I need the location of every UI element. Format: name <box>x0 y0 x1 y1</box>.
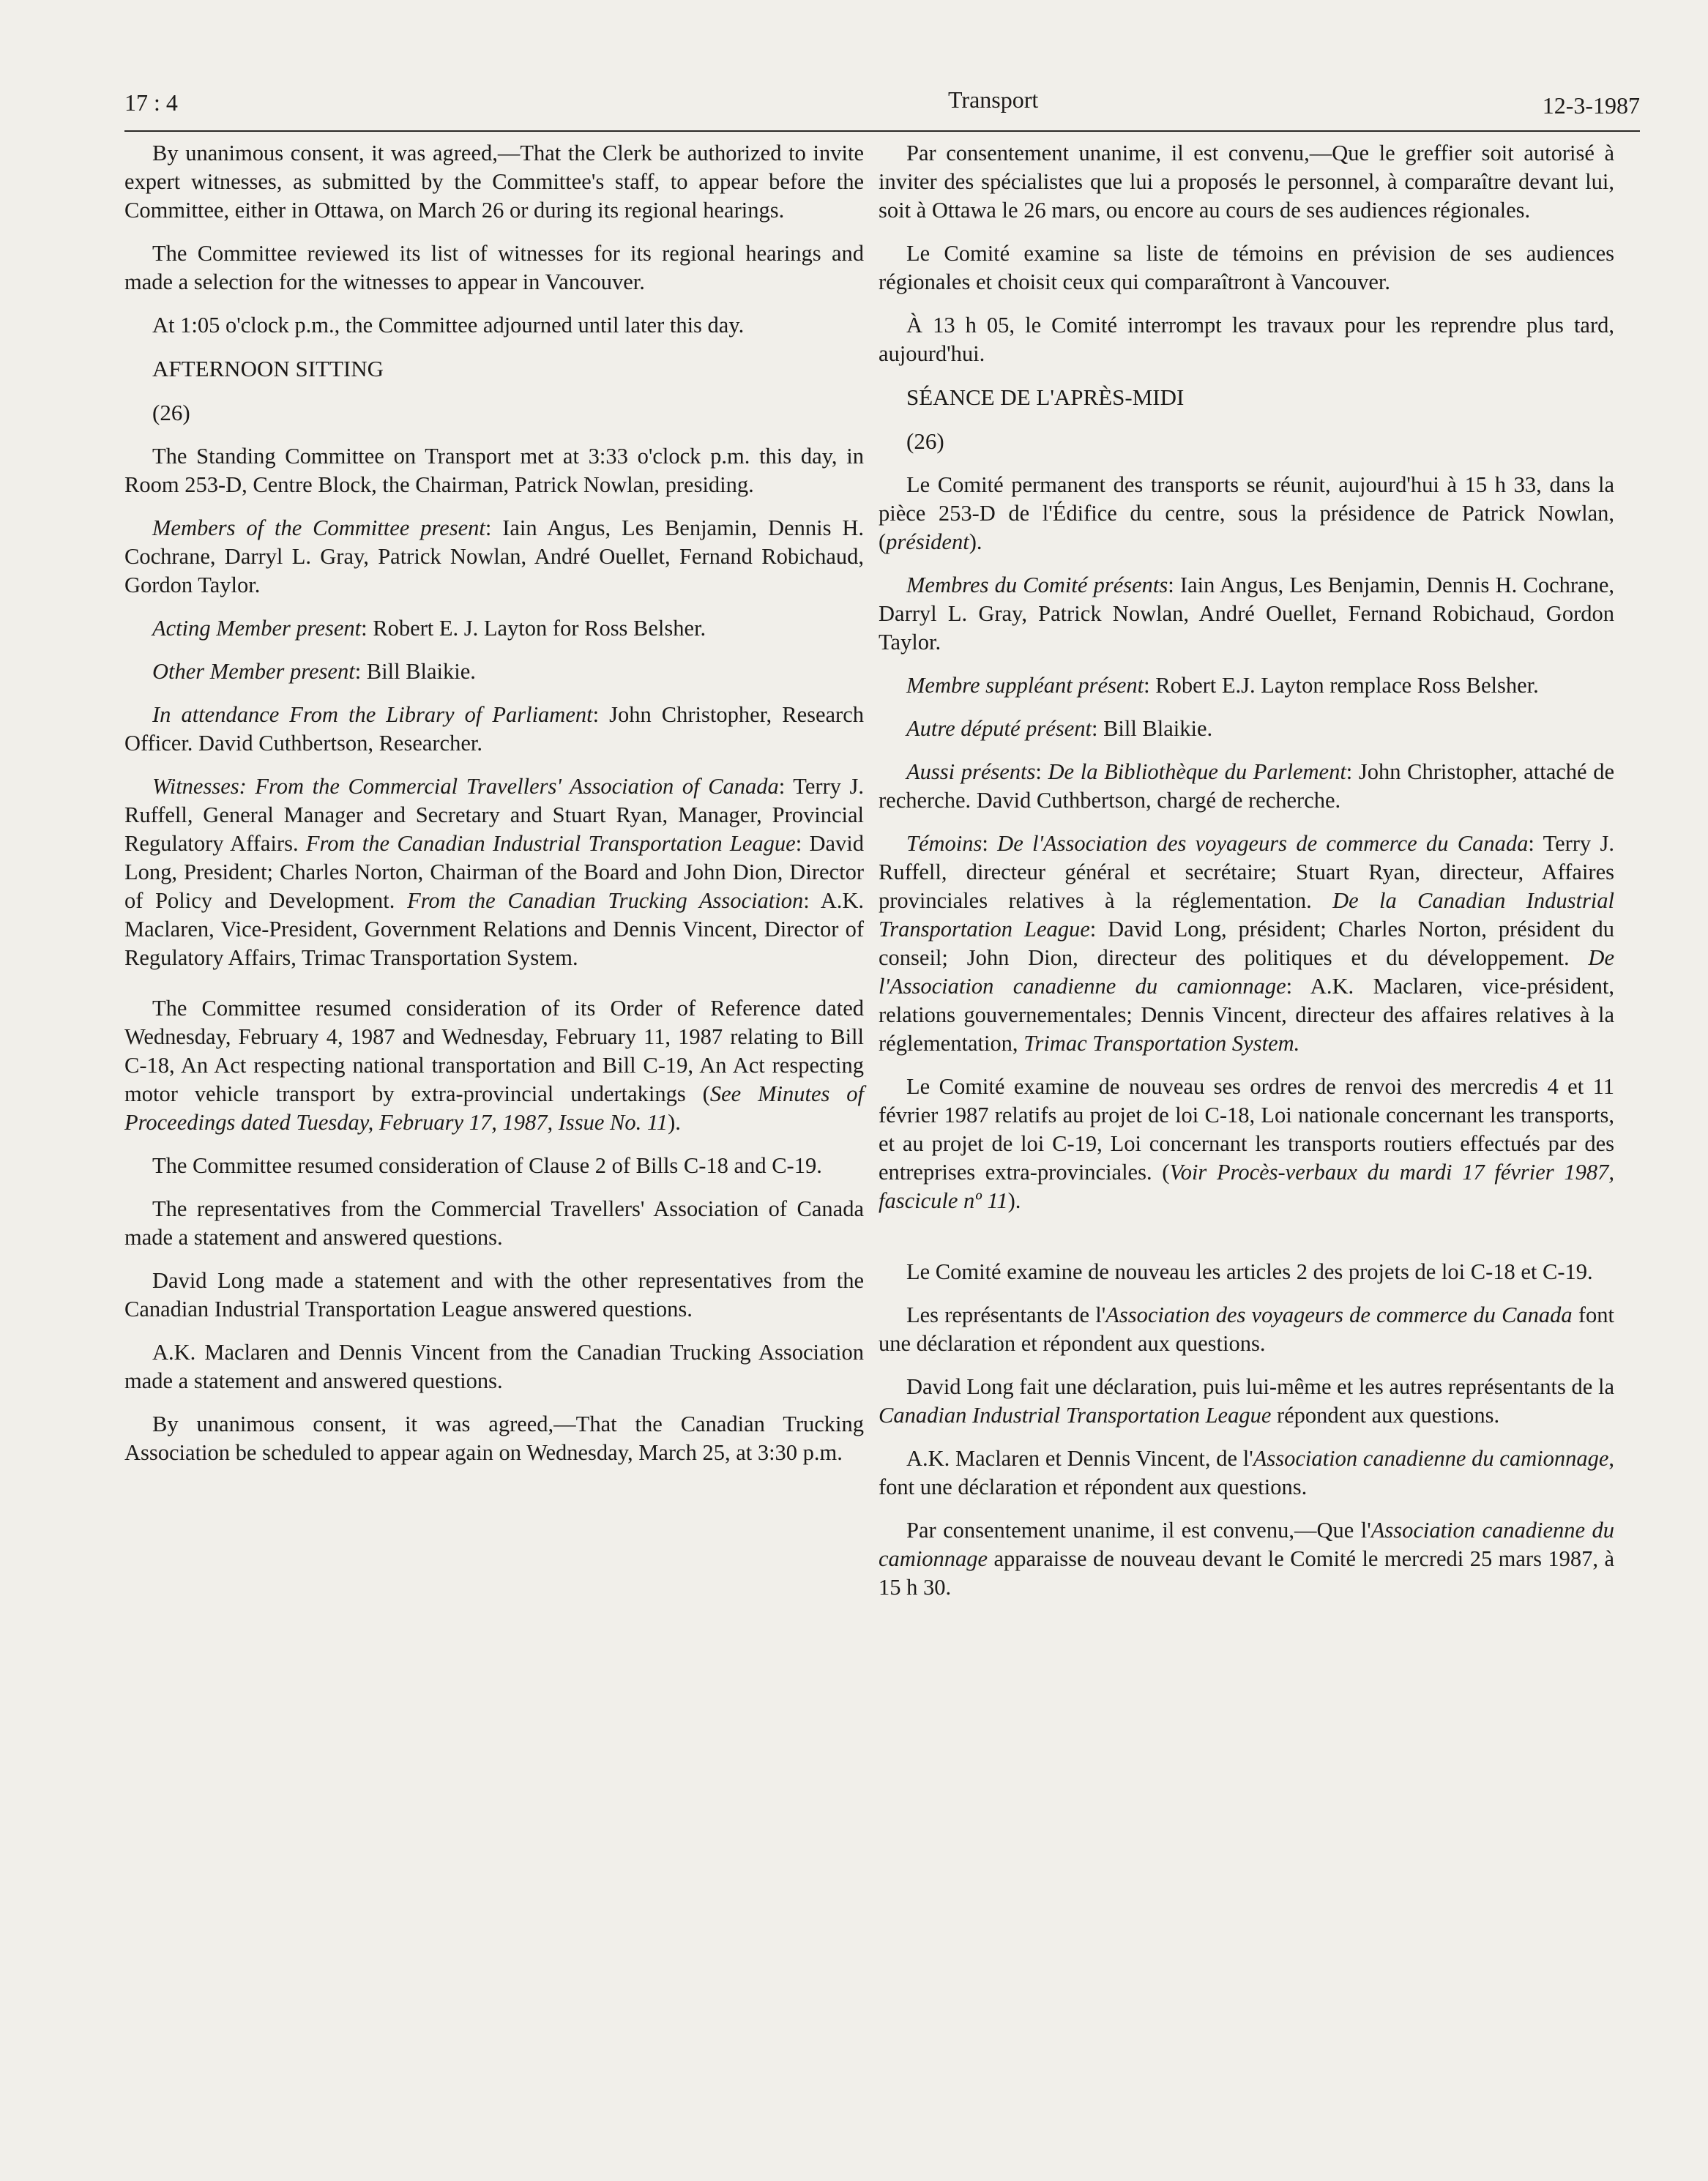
fr-paragraph-4 <box>879 471 1614 556</box>
en-attendance-text: : John Christopher, Research Officer. David Cuthbertson, Researcher. <box>124 702 864 756</box>
fr-p4-text: Le Comité permanent des transports se réunit, aujourd'hui à 15 h 33, dans la pièce 253-D de l'Édifice du centre, sous la présidence de Patrick Nowlan, ( <box>879 472 1614 554</box>
en-paragraph-5 <box>124 994 864 1137</box>
en-witnesses <box>124 772 864 972</box>
en-paragraph-3: At 1:05 o'clock p.m., the Committee adjourned until later this day. <box>152 313 745 338</box>
running-title: Transport <box>948 86 1039 113</box>
en-acting-member <box>124 614 864 643</box>
fr-witnesses-text-1: : Terry J. Ruffell, directeur général et secrétaire; Stuart Ryan, directeur, Affaires provinciales relatives à la réglementation. <box>879 831 1614 913</box>
fr-sitting-number: (26) <box>906 428 944 454</box>
en-other-member <box>124 657 864 686</box>
en-witnesses-org-2: From the Canadian Industrial Transportation League <box>305 831 796 856</box>
fr-p8-text: David Long fait une déclaration, puis lui-même et les autres représentants de la <box>906 1374 1614 1399</box>
fr-members <box>879 571 1614 657</box>
en-members-label: Members of the Committee present <box>152 515 485 540</box>
fr-p10-end: apparaisse de nouveau devant le Comité le mercredi 25 mars 1987, à 15 h 30. <box>879 1546 1614 1600</box>
en-other-label: Other Member present <box>152 659 355 684</box>
page-header <box>124 86 1640 132</box>
fr-witnesses-text-2: : David Long, président; Charles Norton, président du conseil; John Dion, directeur des politiques et du développement. <box>879 917 1614 970</box>
fr-acting-label: Membre suppléant présent <box>906 673 1144 698</box>
en-paragraph-7: The representatives from the Commercial Travellers' Association of Canada made a statement and answered questions. <box>124 1196 864 1250</box>
fr-section-heading: SÉANCE DE L'APRÈS-MIDI <box>906 384 1185 410</box>
fr-p9-text: A.K. Maclaren et Dennis Vincent, de l' <box>906 1446 1253 1471</box>
fr-acting-member <box>879 671 1614 700</box>
fr-paragraph-1: Par consentement unanime, il est convenu,—Que le greffier soit autorisé à inviter des spécialistes que lui a proposés le personnel, à comparaître devant lui, soit à Ottawa le 26 mars, ou encore au cours de ses audiences régionales. <box>879 141 1614 223</box>
en-paragraph-9: A.K. Maclaren and Dennis Vincent from the Canadian Trucking Association made a statement and answered questions. <box>124 1340 864 1393</box>
fr-p4-italic: président <box>886 529 969 554</box>
french-column <box>864 139 1614 1617</box>
fr-paragraph-8 <box>879 1373 1614 1430</box>
fr-p10-text: Par consentement unanime, il est convenu,—Que l' <box>906 1518 1371 1543</box>
en-paragraph-1: By unanimous consent, it was agreed,—That the Clerk be authorized to invite expert witnesses, as submitted by the Committee's staff, to appear before the Committee, either in Ottawa, on March 26 or during its regional hearings. <box>124 141 864 223</box>
en-acting-text: : Robert E. J. Layton for Ross Belsher. <box>361 616 706 641</box>
fr-witnesses-org-2: De la Canadian Industrial Transportation League <box>879 888 1615 942</box>
en-witnesses-org-3: From the Canadian Trucking Association <box>407 888 804 913</box>
en-p5-italic: See Minutes of Proceedings dated Tuesday, February 17, 1987, Issue No. 11 <box>124 1081 864 1135</box>
en-members-text: : Iain Angus, Les Benjamin, Dennis H. Cochrane, Darryl L. Gray, Patrick Nowlan, André Ouellet, Fernand Robichaud, Gordon Taylor. <box>124 515 865 597</box>
en-witnesses-label: Witnesses: From the Commercial Travellers' Association of Canada <box>152 774 779 799</box>
fr-p5-italic: Voir Procès-verbaux du mardi 17 février 1987, fascicule nº 11 <box>879 1160 1614 1213</box>
en-section-heading: AFTERNOON SITTING <box>152 356 384 381</box>
fr-acting-text: : Robert E.J. Layton remplace Ross Belsher. <box>1144 673 1539 698</box>
fr-paragraph-5 <box>879 1073 1614 1215</box>
en-paragraph-6: The Committee resumed consideration of Clause 2 of Bills C-18 and C-19. <box>152 1153 822 1178</box>
fr-paragraph-10 <box>879 1516 1614 1602</box>
fr-members-text: : Iain Angus, Les Benjamin, Dennis H. Cochrane, Darryl L. Gray, Patrick Nowlan, André Ouellet, Fernand Robichaud, Gordon Taylor. <box>879 573 1614 655</box>
en-paragraph-4: The Standing Committee on Transport met at 3:33 o'clock p.m. this day, in Room 253-D, Centre Block, the Chairman, Patrick Nowlan, presiding. <box>124 444 864 497</box>
fr-attendance-label: Aussi présents <box>906 759 1036 784</box>
fr-members-label: Membres du Comité présents <box>906 573 1168 597</box>
fr-p7-text: Les représentants de l' <box>906 1302 1106 1327</box>
fr-other-label: Autre député présent <box>906 716 1092 741</box>
en-witnesses-text-3: : A.K. Maclaren, Vice-President, Government Relations and Dennis Vincent, Director of Regulatory Affairs, Trimac Transportation System. <box>124 888 865 970</box>
fr-paragraph-9 <box>879 1444 1614 1502</box>
en-paragraph-10: By unanimous consent, it was agreed,—That the Canadian Trucking Association be scheduled to appear again on Wednesday, March 25, at 3:30 p.m. <box>124 1412 864 1465</box>
en-attendance-label: In attendance From the Library of Parliament <box>152 702 593 727</box>
fr-p4-end: ). <box>969 529 982 554</box>
fr-witnesses-org-1: De l'Association des voyageurs de commerce du Canada <box>997 831 1529 856</box>
fr-paragraph-6: Le Comité examine de nouveau les articles 2 des projets de loi C-18 et C-19. <box>906 1259 1593 1284</box>
fr-witnesses-org-4: Trimac Transportation System. <box>1023 1031 1300 1056</box>
en-p5-end: ). <box>668 1110 681 1135</box>
fr-p5-text: Le Comité examine de nouveau ses ordres de renvoi des mercredis 4 et 11 février 1987 relatifs au projet de loi C-18, Loi nationale concernant les transports, et au projet de loi C-19, Loi concernant les transports routiers effectués par des entreprises extra-provinciales. ( <box>879 1074 1614 1185</box>
fr-attendance-org: De la Bibliothèque du Parlement <box>1048 759 1346 784</box>
en-witnesses-text-1: : Terry J. Ruffell, General Manager and Secretary and Stuart Ryan, Manager, Provincial Regulatory Affairs. <box>124 774 864 856</box>
en-members <box>124 514 864 600</box>
fr-attendance-sep: : <box>1035 759 1048 784</box>
fr-p7-end: font une déclaration et répondent aux questions. <box>879 1302 1614 1356</box>
fr-paragraph-3: À 13 h 05, le Comité interrompt les travaux pour les reprendre plus tard, aujourd'hui. <box>879 313 1614 366</box>
fr-other-member <box>879 715 1614 743</box>
issue-date: 12-3-1987 <box>1542 92 1640 119</box>
en-p5-text: The Committee resumed consideration of its Order of Reference dated Wednesday, February 4, 1987 and Wednesday, February 11, 1987 relating to Bill C-18, An Act respecting national transportation and Bill C-19, An Act respecting motor vehicle transport by extra-provincial undertakings ( <box>124 996 864 1106</box>
fr-witnesses-sep: : <box>982 831 998 856</box>
en-attendance <box>124 701 864 758</box>
fr-attendance <box>879 758 1614 815</box>
fr-paragraph-7 <box>879 1301 1614 1358</box>
fr-witnesses-org-3: De l'Association canadienne du camionnage <box>879 945 1614 999</box>
english-column <box>124 139 864 1482</box>
fr-p10-italic: Association canadienne du camionnage <box>879 1518 1614 1571</box>
en-paragraph-8: David Long made a statement and with the other representatives from the Canadian Industrial Transportation League answered questions. <box>124 1268 864 1321</box>
fr-witnesses-text-3: : A.K. Maclaren, vice-président, relations gouvernementales; Dennis Vincent, directeur des affaires relatives à la réglementation, <box>879 974 1614 1056</box>
page-number: 17 : 4 <box>124 89 178 116</box>
fr-paragraph-2: Le Comité examine sa liste de témoins en prévision de ses audiences régionales et choisit ceux qui comparaîtront à Vancouver. <box>879 241 1614 294</box>
en-sitting-number: (26) <box>152 400 190 425</box>
en-acting-label: Acting Member present <box>152 616 362 641</box>
fr-p7-italic: Association des voyageurs de commerce du Canada <box>1105 1302 1573 1327</box>
fr-witnesses <box>879 829 1614 1058</box>
fr-p9-end: , font une déclaration et répondent aux questions. <box>879 1446 1614 1499</box>
fr-attendance-text: : John Christopher, attaché de recherche. David Cuthbertson, chargé de recherche. <box>879 759 1615 813</box>
fr-p8-italic: Canadian Industrial Transportation League <box>879 1403 1272 1428</box>
fr-p9-italic: Association canadienne du camionnage <box>1253 1446 1609 1471</box>
en-witnesses-text-2: : David Long, President; Charles Norton, Chairman of the Board and John Dion, Director of Policy and Development. <box>124 831 865 913</box>
fr-p8-end: répondent aux questions. <box>1271 1403 1500 1428</box>
fr-other-text: : Bill Blaikie. <box>1091 716 1213 741</box>
fr-witnesses-label: Témoins <box>906 831 982 856</box>
en-paragraph-2: The Committee reviewed its list of witnesses for its regional hearings and made a selection for the witnesses to appear in Vancouver. <box>124 241 864 294</box>
en-other-text: : Bill Blaikie. <box>354 659 476 684</box>
fr-p5-end: ). <box>1007 1188 1021 1213</box>
